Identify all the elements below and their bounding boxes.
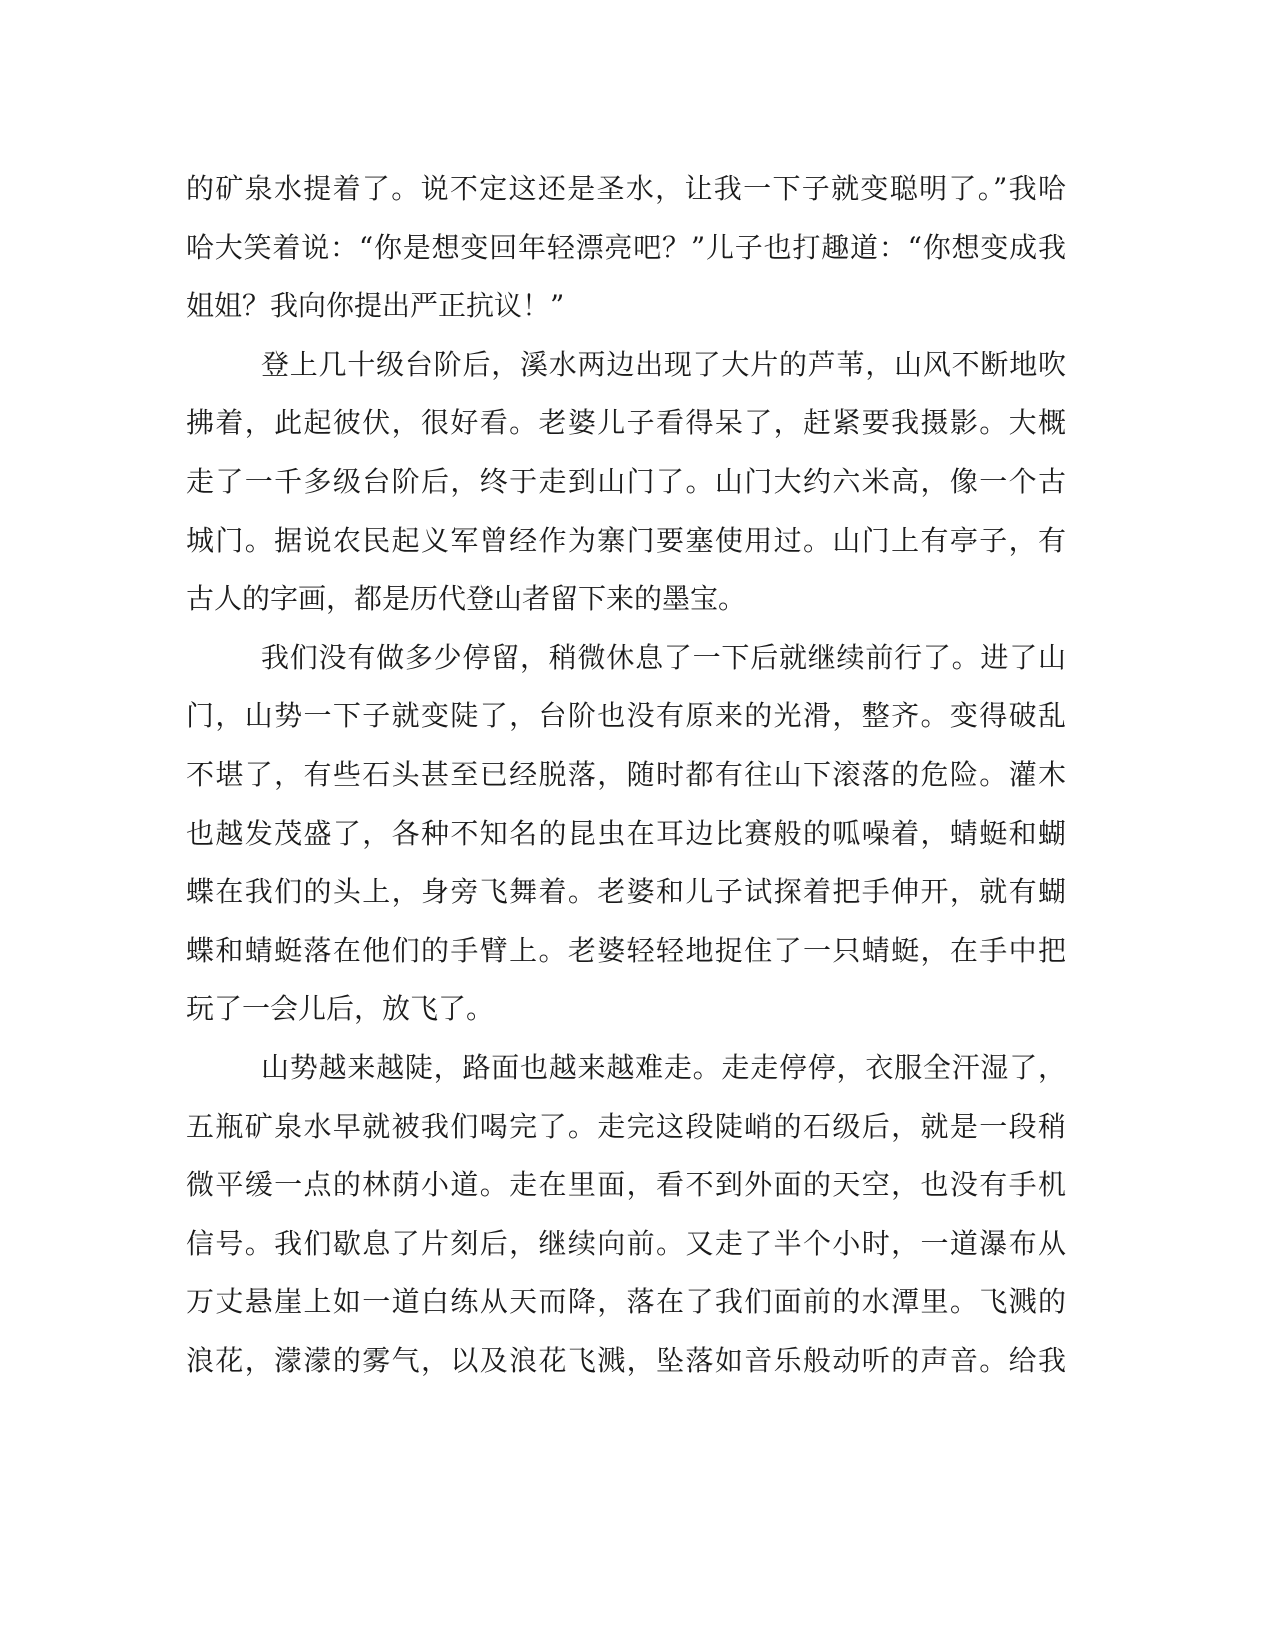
text-line: 古人的字画，都是历代登山者留下来的墨宝。 (186, 582, 747, 616)
text-line: 我们没有做多少停留，稍微休息了一下后就继续前行了。进了山 (261, 640, 1066, 674)
text-line: 浪花，濛濛的雾气，以及浪花飞溅，坠落如音乐般动听的声音。给我 (186, 1343, 1066, 1377)
text-line: 姐姐？我向你提出严正抗议！” (186, 289, 565, 323)
text-line: 万丈悬崖上如一道白练从天而降，落在了我们面前的水潭里。飞溅的 (186, 1285, 1066, 1319)
text-line: 不堪了，有些石头甚至已经脱落，随时都有往山下滚落的危险。灌木 (186, 757, 1066, 791)
text-line: 也越发茂盛了，各种不知名的昆虫在耳边比赛般的呱噪着，蜻蜓和蝴 (186, 816, 1066, 850)
text-line: 拂着，此起彼伏，很好看。老婆儿子看得呆了，赶紧要我摄影。大概 (186, 406, 1066, 440)
text-line: 蝶在我们的头上，身旁飞舞着。老婆和儿子试探着把手伸开，就有蝴 (186, 875, 1066, 909)
text-line: 门，山势一下子就变陡了，台阶也没有原来的光滑，整齐。变得破乱 (186, 699, 1066, 733)
text-line: 五瓶矿泉水早就被我们喝完了。走完这段陡峭的石级后，就是一段稍 (186, 1109, 1066, 1143)
text-line: 玩了一会儿后，放飞了。 (186, 992, 495, 1026)
text-line: 的矿泉水提着了。说不定这还是圣水，让我一下子就变聪明了。”我哈 (186, 172, 1066, 205)
text-line: 登上几十级台阶后，溪水两边出现了大片的芦苇，山风不断地吹 (261, 347, 1066, 381)
text-line: 山势越来越陡，路面也越来越难走。走走停停，衣服全汗湿了， (261, 1050, 1066, 1084)
text-line: 信号。我们歇息了片刻后，继续向前。又走了半个小时，一道瀑布从 (186, 1226, 1066, 1260)
text-line: 城门。据说农民起义军曾经作为寨门要塞使用过。山门上有亭子，有 (186, 523, 1066, 557)
text-line: 哈大笑着说：“你是想变回年轻漂亮吧？”儿子也打趣道：“你想变成我 (186, 230, 1066, 264)
text-line: 微平缓一点的林荫小道。走在里面，看不到外面的天空，也没有手机 (186, 1168, 1066, 1202)
text-line: 蝶和蜻蜓落在他们的手臂上。老婆轻轻地捉住了一只蜻蜓，在手中把 (186, 933, 1066, 967)
body-text (186, 160, 1066, 1390)
text-line: 走了一千多级台阶后，终于走到山门了。山门大约六米高，像一个古 (186, 464, 1066, 498)
